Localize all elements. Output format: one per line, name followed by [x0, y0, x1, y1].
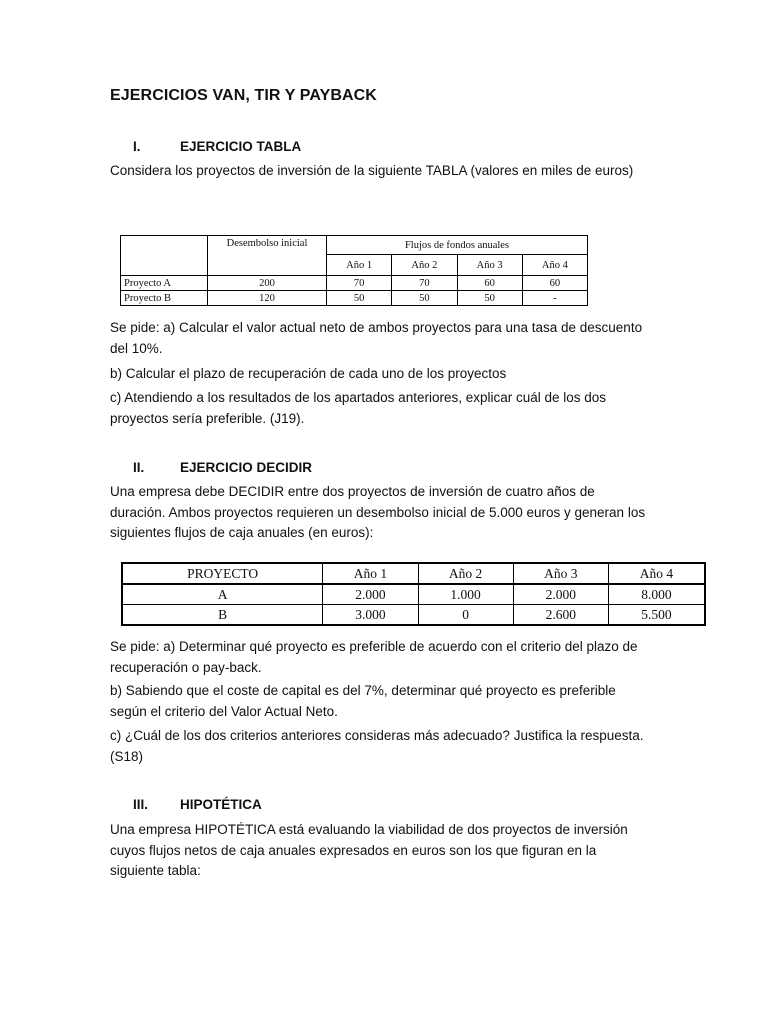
cell-flow: 2.000 [323, 584, 418, 605]
section-1-question-a: Se pide: a) Calcular el valor actual neto de ambos proyectos para una tasa de descuento del 10%. [110, 320, 643, 356]
cell-flow: 50 [327, 291, 392, 306]
cell-flow: 3.000 [323, 605, 418, 626]
cell-flow: 60 [522, 276, 587, 291]
section-3-intro: Una empresa HIPOTÉTICA está evaluando la viabilidad de dos proyectos de inversión cuyos flujos netos de caja anuales expresados en euros son los que figuran en la siguiente tabla: [110, 822, 628, 878]
section-2-number: II. [133, 460, 145, 475]
section-2-title: EJERCICIO DECIDIR [180, 460, 313, 475]
table-row [122, 605, 705, 626]
cell-flow: 2.600 [513, 605, 608, 626]
cell-desembolso: 120 [208, 291, 327, 306]
cell-flow: 70 [392, 276, 457, 291]
cell-desembolso: 200 [208, 276, 327, 291]
table-proyectos-decidir [121, 562, 706, 626]
cell-flow: - [522, 291, 587, 306]
section-1-question-b: b) Calcular el plazo de recuperación de cada uno de los proyectos [110, 366, 507, 381]
cell-flow: 50 [392, 291, 457, 306]
cell-flow: 1.000 [418, 584, 513, 605]
section-2-question-a: Se pide: a) Determinar qué proyecto es preferible de acuerdo con el criterio del plazo de recuperación o pay-back. [110, 639, 638, 675]
cell-flow: 70 [327, 276, 392, 291]
year-header: Año 2 [392, 255, 457, 276]
col-header: Año 4 [608, 563, 705, 584]
section-1-intro: Considera los proyectos de inversión de la siguiente TABLA (valores en miles de euros) [110, 163, 634, 178]
table-row [121, 276, 588, 291]
cell-flow: 50 [457, 291, 522, 306]
row-label: Proyecto A [121, 276, 208, 291]
col-desembolso-header: Desembolso inicial [208, 236, 327, 276]
year-header: Año 3 [457, 255, 522, 276]
page-title: EJERCICIOS VAN, TIR Y PAYBACK [110, 87, 377, 104]
cell-flow: 0 [418, 605, 513, 626]
col-header: Año 3 [513, 563, 608, 584]
section-1-question-c: c) Atendiendo a los resultados de los apartados anteriores, explicar cuál de los dos proyectos sería preferible. (J19). [110, 390, 607, 426]
row-label: Proyecto B [121, 291, 208, 306]
section-3-title: HIPOTÉTICA [180, 797, 262, 812]
table-row [121, 291, 588, 306]
cell-flow: 60 [457, 276, 522, 291]
table-proyectos-ab [120, 235, 588, 306]
col-flujos-header: Flujos de fondos anuales [327, 236, 588, 255]
cell-flow: 5.500 [608, 605, 705, 626]
section-1-title: EJERCICIO TABLA [180, 139, 302, 154]
table-row [122, 584, 705, 605]
section-3-number: III. [133, 797, 149, 812]
col-header: PROYECTO [122, 563, 323, 584]
cell-flow: 2.000 [513, 584, 608, 605]
col-header: Año 2 [418, 563, 513, 584]
col-header: Año 1 [323, 563, 418, 584]
section-1-number: I. [133, 139, 141, 154]
year-header: Año 1 [327, 255, 392, 276]
section-2-intro: Una empresa debe DECIDIR entre dos proyectos de inversión de cuatro años de duración. Ambos proyectos requieren un desembolso inicial de 5.000 euros y generan los siguientes flujos de caja anuales (en euros): [110, 484, 646, 540]
cell-project: B [122, 605, 323, 626]
section-2-question-b: b) Sabiendo que el coste de capital es del 7%, determinar qué proyecto es preferible según el criterio del Valor Actual Neto. [110, 683, 616, 719]
cell-flow: 8.000 [608, 584, 705, 605]
section-2-question-c: c) ¿Cuál de los dos criterios anteriores consideras más adecuado? Justifica la respuesta. (S18) [110, 728, 644, 764]
table-corner-cell [121, 236, 208, 276]
cell-project: A [122, 584, 323, 605]
table-header-row [122, 563, 705, 584]
year-header: Año 4 [522, 255, 587, 276]
table-header-row [121, 236, 588, 255]
